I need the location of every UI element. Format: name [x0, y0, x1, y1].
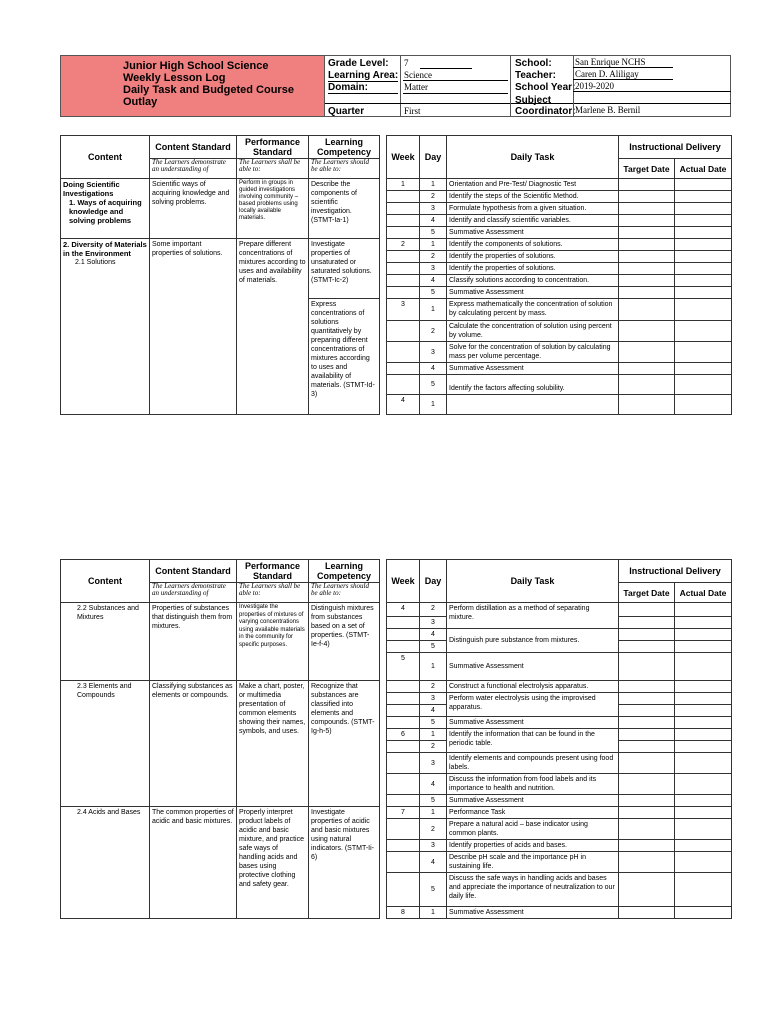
- target-date-cell[interactable]: [619, 227, 675, 239]
- actual-date-cell[interactable]: [675, 819, 732, 840]
- performance-standard-cell: Investigate the properties of mixtures of varying concentrations using available materials in the community for specific purposes.: [237, 603, 309, 681]
- col-day: Day: [420, 136, 447, 179]
- target-date-cell[interactable]: [619, 179, 675, 191]
- task-cell: Identify the components of solutions.: [447, 239, 619, 251]
- content-standard-cell: The common properties of acidic and basic mixtures.: [150, 807, 237, 919]
- week-cell: [387, 363, 420, 375]
- day-cell: 3: [420, 342, 447, 363]
- day-cell: 5: [420, 873, 447, 907]
- col-content-standard: Content Standard: [150, 136, 237, 159]
- week-cell: 5: [387, 653, 420, 681]
- day-cell: 2: [420, 251, 447, 263]
- content-cell: 2.4 Acids and Bases: [61, 807, 150, 919]
- lesson-table-1: [60, 135, 732, 415]
- task-cell: Performance Task: [447, 807, 619, 819]
- week-cell: [387, 203, 420, 215]
- task-cell: Summative Assessment: [447, 227, 619, 239]
- task-cell: Classify solutions according to concentration.: [447, 275, 619, 287]
- target-date-cell[interactable]: [619, 191, 675, 203]
- performance-standard-sub: The Learners shall be able to:: [237, 583, 309, 603]
- task-cell: Identify the properties of solutions.: [447, 251, 619, 263]
- actual-date-cell[interactable]: [675, 203, 732, 215]
- coordinator-label-2: Coordinator:: [515, 106, 576, 117]
- day-cell: 1: [420, 807, 447, 819]
- target-date-cell[interactable]: [619, 717, 675, 729]
- week-cell: [387, 840, 420, 852]
- actual-date-cell[interactable]: [675, 753, 732, 774]
- content-standard-sub: The Learners demonstrate an understanding of: [150, 159, 237, 179]
- year-value: 2019-2020: [575, 81, 614, 91]
- actual-date-cell[interactable]: [675, 395, 732, 415]
- performance-standard-cell: Properly interpret product labels of acidic and basic mixture, and practice safe ways of handling acids and bases using protective clothing and safety gear.: [237, 807, 309, 919]
- task-cell: Identify properties of acids and bases.: [447, 840, 619, 852]
- day-cell: 2: [420, 819, 447, 840]
- target-date-cell[interactable]: [619, 753, 675, 774]
- actual-date-cell[interactable]: [675, 795, 732, 807]
- area-value: Science: [404, 70, 432, 80]
- target-date-cell[interactable]: [619, 907, 675, 919]
- learning-competency-cell: Investigate properties of unsaturated or saturated solutions. (STMT-Ic-2): [309, 239, 380, 299]
- col-actual-date: Actual Date: [675, 583, 732, 603]
- task-cell: Identify elements and compounds present using food labels.: [447, 753, 619, 774]
- day-cell: 1: [420, 907, 447, 919]
- actual-date-cell[interactable]: [675, 873, 732, 907]
- actual-date-cell[interactable]: [675, 191, 732, 203]
- task-cell: Construct a functional electrolysis apparatus.: [447, 681, 619, 693]
- quarter-value: First: [404, 106, 421, 116]
- task-cell: Identify the properties of solutions.: [447, 263, 619, 275]
- learning-competency-cell: Distinguish mixtures from substances based on a set of properties. (STMT-Ie-f-4): [309, 603, 380, 681]
- actual-date-cell[interactable]: [675, 681, 732, 693]
- week-cell: [387, 705, 420, 717]
- actual-date-cell[interactable]: [675, 227, 732, 239]
- task-cell: Summative Assessment: [447, 717, 619, 729]
- day-cell: 3: [420, 203, 447, 215]
- week-cell: [387, 873, 420, 907]
- task-cell: Express mathematically the concentration of solution by calculating percent by mass.: [447, 299, 619, 321]
- content-standard-cell: Classifying substances as elements or compounds.: [150, 681, 237, 807]
- day-cell: 4: [420, 705, 447, 717]
- actual-date-cell[interactable]: [675, 363, 732, 375]
- week-cell: [387, 263, 420, 275]
- actual-date-cell[interactable]: [675, 641, 732, 653]
- week-cell: 8: [387, 907, 420, 919]
- actual-date-cell[interactable]: [675, 251, 732, 263]
- actual-date-cell[interactable]: [675, 603, 732, 617]
- actual-date-cell[interactable]: [675, 840, 732, 852]
- target-date-cell[interactable]: [619, 705, 675, 717]
- target-date-cell[interactable]: [619, 395, 675, 415]
- actual-date-cell[interactable]: [675, 907, 732, 919]
- domain-value: Matter: [404, 82, 428, 92]
- learning-competency-cell: Express concentrations of solutions quantitatively by preparing different concentrations of mixtures according to uses and availability of materials. (STMT-Id-3): [309, 299, 380, 415]
- task-cell: Summative Assessment: [447, 907, 619, 919]
- content-standard-cell: Properties of substances that distinguish them from mixtures.: [150, 603, 237, 681]
- task-cell: Identify the information that can be found in the periodic table.: [447, 729, 619, 753]
- target-date-cell[interactable]: [619, 617, 675, 629]
- performance-standard-sub: The Learners shall be able to:: [237, 159, 309, 179]
- content-standard-sub: The Learners demonstrate an understanding of: [150, 583, 237, 603]
- year-label: School Year:: [515, 82, 576, 93]
- day-cell: 3: [420, 617, 447, 629]
- week-cell: [387, 681, 420, 693]
- day-cell: 5: [420, 641, 447, 653]
- coordinator-value: Marlene B. Bernil: [575, 105, 641, 115]
- grade-label: Grade Level:: [328, 58, 389, 69]
- col-content: Content: [61, 136, 150, 179]
- actual-date-cell[interactable]: [675, 299, 732, 321]
- week-cell: [387, 191, 420, 203]
- actual-date-cell[interactable]: [675, 852, 732, 873]
- actual-date-cell[interactable]: [675, 179, 732, 191]
- domain-label: Domain:: [328, 82, 368, 93]
- target-date-cell[interactable]: [619, 299, 675, 321]
- header-info-block: [325, 55, 731, 117]
- col-performance-standard: Performance Standard: [237, 560, 309, 583]
- learning-competency-sub: The Learners should be able to:: [309, 583, 380, 603]
- task-cell: Identify and classify scientific variables.: [447, 215, 619, 227]
- col-learning-competency: Learning Competency: [309, 560, 380, 583]
- actual-date-cell[interactable]: [675, 807, 732, 819]
- day-cell: 5: [420, 375, 447, 395]
- target-date-cell[interactable]: [619, 342, 675, 363]
- title-line-2: Weekly Lesson Log: [123, 72, 226, 84]
- target-date-cell[interactable]: [619, 641, 675, 653]
- teacher-value: Caren D. Aliligay: [575, 69, 639, 79]
- content-cell: 2.2 Substances and Mixtures: [61, 603, 150, 681]
- actual-date-cell[interactable]: [675, 705, 732, 717]
- grade-value: 7: [404, 58, 409, 68]
- actual-date-cell[interactable]: [675, 263, 732, 275]
- performance-standard-cell: Prepare different concentrations of mixtures according to uses and availability of materials.: [237, 239, 309, 415]
- target-date-cell[interactable]: [619, 681, 675, 693]
- actual-date-cell[interactable]: [675, 239, 732, 251]
- task-cell: Solve for the concentration of solution by calculating mass per volume percentage.: [447, 342, 619, 363]
- actual-date-cell[interactable]: [675, 629, 732, 641]
- learning-competency-sub: The Learners should be able to:: [309, 159, 380, 179]
- week-cell: 2: [387, 239, 420, 251]
- day-cell: 1: [420, 395, 447, 415]
- target-date-cell[interactable]: [619, 275, 675, 287]
- week-cell: [387, 819, 420, 840]
- lesson-table-2: [60, 559, 732, 919]
- target-date-cell[interactable]: [619, 251, 675, 263]
- task-cell: Summative Assessment: [447, 287, 619, 299]
- actual-date-cell[interactable]: [675, 774, 732, 795]
- week-cell: [387, 275, 420, 287]
- teacher-label: Teacher:: [515, 70, 556, 81]
- title-line-1: Junior High School Science: [123, 60, 269, 72]
- coordinator-label-1: Subject: [515, 95, 552, 106]
- target-date-cell[interactable]: [619, 321, 675, 342]
- day-cell: 1: [420, 179, 447, 191]
- target-date-cell[interactable]: [619, 873, 675, 907]
- col-daily-task: Daily Task: [447, 136, 619, 179]
- day-cell: 4: [420, 629, 447, 641]
- learning-competency-cell: Recognize that substances are classified into elements and compounds. (STMT-Ig-h-5): [309, 681, 380, 807]
- actual-date-cell[interactable]: [675, 617, 732, 629]
- day-cell: 4: [420, 275, 447, 287]
- week-cell: [387, 741, 420, 753]
- day-cell: 4: [420, 215, 447, 227]
- day-cell: 1: [420, 653, 447, 681]
- actual-date-cell[interactable]: [675, 321, 732, 342]
- task-cell: Perform distillation as a method of separating mixture.: [447, 603, 619, 629]
- col-learning-competency: Learning Competency: [309, 136, 380, 159]
- title-line-3: Daily Task and Budgeted Course Outlay: [123, 84, 294, 108]
- performance-standard-cell: Make a chart, poster, or multimedia presentation of common elements showing their names, symbols, and uses.: [237, 681, 309, 807]
- actual-date-cell[interactable]: [675, 653, 732, 681]
- col-daily-task: Daily Task: [447, 560, 619, 603]
- content-cell: 2. Diversity of Materials in the Environment 2.1 Solutions: [61, 239, 150, 415]
- actual-date-cell[interactable]: [675, 287, 732, 299]
- target-date-cell[interactable]: [619, 741, 675, 753]
- content-standard-cell: Scientific ways of acquiring knowledge and solving problems.: [150, 179, 237, 239]
- actual-date-cell[interactable]: [675, 215, 732, 227]
- week-cell: 7: [387, 807, 420, 819]
- content-cell: 2.3 Elements and Compounds: [61, 681, 150, 807]
- week-cell: [387, 227, 420, 239]
- target-date-cell[interactable]: [619, 263, 675, 275]
- actual-date-cell[interactable]: [675, 375, 732, 395]
- day-cell: 5: [420, 717, 447, 729]
- actual-date-cell[interactable]: [675, 342, 732, 363]
- day-cell: 2: [420, 191, 447, 203]
- day-cell: 3: [420, 753, 447, 774]
- target-date-cell[interactable]: [619, 693, 675, 705]
- content-cell: Doing Scientific Investigations 1. Ways of acquiring knowledge and solving problems: [61, 179, 150, 239]
- task-cell: [447, 395, 619, 415]
- task-cell: Discuss the safe ways in handling acids and bases and appreciate the importance of neutralization to our daily life.: [447, 873, 619, 907]
- task-cell: Orientation and Pre-Test/ Diagnostic Test: [447, 179, 619, 191]
- day-cell: 2: [420, 741, 447, 753]
- school-label: School:: [515, 58, 552, 69]
- day-cell: 2: [420, 681, 447, 693]
- col-day: Day: [420, 560, 447, 603]
- week-cell: [387, 795, 420, 807]
- day-cell: 5: [420, 795, 447, 807]
- week-cell: [387, 629, 420, 641]
- target-date-cell[interactable]: [619, 807, 675, 819]
- day-cell: 5: [420, 287, 447, 299]
- target-date-cell[interactable]: [619, 363, 675, 375]
- col-instructional-delivery: Instructional Delivery: [619, 136, 732, 159]
- week-cell: [387, 375, 420, 395]
- week-cell: [387, 251, 420, 263]
- day-cell: 5: [420, 227, 447, 239]
- header-title-block: [60, 55, 325, 117]
- day-cell: 4: [420, 852, 447, 873]
- learning-competency-cell: Describe the components of scientific investigation. (STMT-Ia-1): [309, 179, 380, 239]
- task-cell: Distinguish pure substance from mixtures.: [447, 629, 619, 653]
- actual-date-cell[interactable]: [675, 693, 732, 705]
- target-date-cell[interactable]: [619, 629, 675, 641]
- content-standard-cell: Some important properties of solutions.: [150, 239, 237, 415]
- week-cell: 6: [387, 729, 420, 741]
- col-week: Week: [387, 136, 420, 179]
- col-content-standard: Content Standard: [150, 560, 237, 583]
- day-cell: 3: [420, 693, 447, 705]
- week-cell: 1: [387, 179, 420, 191]
- col-week: Week: [387, 560, 420, 603]
- day-cell: 4: [420, 363, 447, 375]
- task-cell: Summative Assessment: [447, 363, 619, 375]
- target-date-cell[interactable]: [619, 819, 675, 840]
- day-cell: 2: [420, 603, 447, 617]
- week-cell: [387, 717, 420, 729]
- task-cell: Identify the steps of the Scientific Method.: [447, 191, 619, 203]
- target-date-cell[interactable]: [619, 653, 675, 681]
- task-cell: Identify the factors affecting solubility.: [447, 375, 619, 395]
- target-date-cell[interactable]: [619, 287, 675, 299]
- task-cell: Discuss the information from food labels and its importance to health and nutrition.: [447, 774, 619, 795]
- week-cell: [387, 693, 420, 705]
- target-date-cell[interactable]: [619, 203, 675, 215]
- target-date-cell[interactable]: [619, 840, 675, 852]
- target-date-cell[interactable]: [619, 774, 675, 795]
- task-cell: Prepare a natural acid – base indicator using common plants.: [447, 819, 619, 840]
- week-cell: 4: [387, 603, 420, 617]
- school-value: San Enrique NCHS: [575, 57, 646, 67]
- task-cell: Summative Assessment: [447, 653, 619, 681]
- col-target-date: Target Date: [619, 583, 675, 603]
- week-cell: [387, 215, 420, 227]
- week-cell: [387, 342, 420, 363]
- task-cell: Describe pH scale and the importance pH in sustaining life.: [447, 852, 619, 873]
- week-cell: [387, 753, 420, 774]
- learning-competency-cell: Investigate properties of acidic and basic mixtures using natural indicators. (STMT-Ii-6): [309, 807, 380, 919]
- task-cell: Summative Assessment: [447, 795, 619, 807]
- week-cell: [387, 774, 420, 795]
- week-cell: 4: [387, 395, 420, 415]
- week-cell: [387, 641, 420, 653]
- col-performance-standard: Performance Standard: [237, 136, 309, 159]
- actual-date-cell[interactable]: [675, 275, 732, 287]
- day-cell: 3: [420, 263, 447, 275]
- task-cell: Formulate hypothesis from a given situation.: [447, 203, 619, 215]
- col-actual-date: Actual Date: [675, 159, 732, 179]
- week-cell: [387, 852, 420, 873]
- task-cell: Calculate the concentration of solution using percent by volume.: [447, 321, 619, 342]
- target-date-cell[interactable]: [619, 215, 675, 227]
- day-cell: 2: [420, 321, 447, 342]
- target-date-cell[interactable]: [619, 375, 675, 395]
- day-cell: 4: [420, 774, 447, 795]
- task-cell: Perform water electrolysis using the improvised apparatus.: [447, 693, 619, 717]
- target-date-cell[interactable]: [619, 852, 675, 873]
- actual-date-cell[interactable]: [675, 729, 732, 741]
- week-cell: [387, 321, 420, 342]
- target-date-cell[interactable]: [619, 795, 675, 807]
- actual-date-cell[interactable]: [675, 741, 732, 753]
- actual-date-cell[interactable]: [675, 717, 732, 729]
- quarter-label: Quarter: [328, 106, 365, 117]
- day-cell: 1: [420, 299, 447, 321]
- target-date-cell[interactable]: [619, 603, 675, 617]
- target-date-cell[interactable]: [619, 729, 675, 741]
- col-content: Content: [61, 560, 150, 603]
- col-instructional-delivery: Instructional Delivery: [619, 560, 732, 583]
- target-date-cell[interactable]: [619, 239, 675, 251]
- day-cell: 1: [420, 239, 447, 251]
- area-label: Learning Area:: [328, 70, 399, 81]
- week-cell: 3: [387, 299, 420, 321]
- performance-standard-cell: Perform in groups in guided investigations involving community – based problems using locally available materials.: [237, 179, 309, 239]
- week-cell: [387, 617, 420, 629]
- day-cell: 3: [420, 840, 447, 852]
- col-target-date: Target Date: [619, 159, 675, 179]
- day-cell: 1: [420, 729, 447, 741]
- week-cell: [387, 287, 420, 299]
